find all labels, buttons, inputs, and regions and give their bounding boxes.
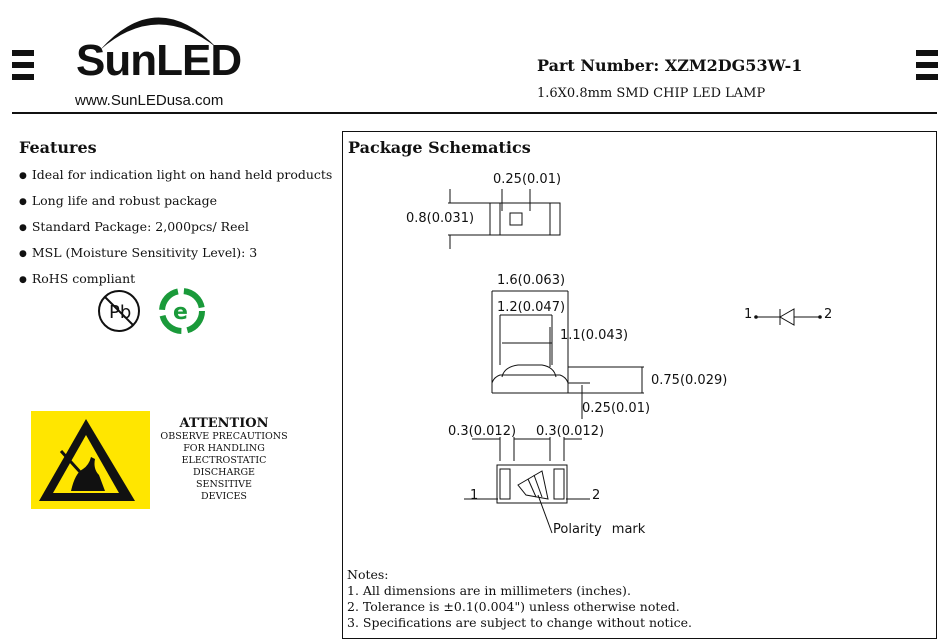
schematics-title: Package Schematics bbox=[348, 138, 531, 157]
dim-length-total: 1.6(0.063) bbox=[497, 273, 566, 288]
polarity-mark-label: Polarity mark bbox=[553, 522, 646, 537]
part-number-value: XZM2DG53W-1 bbox=[664, 56, 803, 75]
pb-label: Pb bbox=[109, 302, 132, 323]
attention-line: FOR HANDLING bbox=[183, 443, 265, 454]
features-title: Features bbox=[19, 138, 97, 157]
esd-warning-icon bbox=[31, 411, 150, 509]
list-item: 2. Tolerance is ±0.1(0.004") unless otherwise noted. bbox=[347, 599, 680, 614]
circuit-pin-1: 1 bbox=[744, 307, 753, 322]
dim-length-dome: 1.1(0.043) bbox=[560, 328, 629, 343]
dim-pad-right: 0.3(0.012) bbox=[536, 424, 605, 439]
attention-line: SENSITIVE bbox=[196, 479, 252, 490]
dim-top-height: 0.8(0.031) bbox=[406, 211, 475, 226]
brand-logo: SunLED bbox=[76, 36, 242, 85]
list-item: 3. Specifications are subject to change without notice. bbox=[347, 615, 692, 630]
left-header-bars bbox=[12, 50, 34, 86]
dim-pad-height: 0.25(0.01) bbox=[582, 401, 651, 416]
list-item: ● RoHS compliant bbox=[19, 267, 332, 293]
notes-title: Notes: bbox=[347, 567, 389, 582]
header-divider bbox=[12, 112, 937, 114]
package-drawing bbox=[342, 131, 937, 551]
features-list bbox=[19, 163, 332, 293]
attention-title: ATTENTION bbox=[179, 416, 269, 431]
attention-line: DISCHARGE bbox=[193, 467, 255, 478]
dim-top-width: 0.25(0.01) bbox=[493, 172, 562, 187]
attention-line: DEVICES bbox=[201, 491, 247, 502]
list-item: ● Standard Package: 2,000pcs/ Reel bbox=[19, 215, 332, 241]
product-subtitle: 1.6X0.8mm SMD CHIP LED LAMP bbox=[537, 86, 766, 101]
attention-line: OBSERVE PRECAUTIONS bbox=[160, 431, 288, 442]
attention-line: ELECTROSTATIC bbox=[181, 455, 267, 466]
pin-1-label: 1 bbox=[470, 488, 479, 503]
pb-free-icon bbox=[96, 288, 142, 334]
part-number bbox=[537, 56, 802, 75]
right-header-bars bbox=[916, 50, 938, 86]
attention-block bbox=[158, 416, 290, 503]
rohs-recycle-icon bbox=[158, 288, 206, 334]
dim-pad-left: 0.3(0.012) bbox=[448, 424, 517, 439]
pin-2-label: 2 bbox=[592, 488, 601, 503]
rohs-label: e bbox=[173, 300, 188, 325]
list-item: ● MSL (Moisture Sensitivity Level): 3 bbox=[19, 241, 332, 267]
part-number-label: Part Number: bbox=[537, 56, 660, 75]
list-item: 1. All dimensions are in millimeters (inches). bbox=[347, 583, 631, 598]
dim-length-inner: 1.2(0.047) bbox=[497, 300, 566, 315]
list-item: ● Long life and robust package bbox=[19, 189, 332, 215]
circuit-pin-2: 2 bbox=[824, 307, 833, 322]
brand-url: www.SunLEDusa.com bbox=[75, 92, 224, 109]
list-item: ● Ideal for indication light on hand held products bbox=[19, 163, 332, 189]
notes-block bbox=[347, 567, 692, 631]
dim-height: 0.75(0.029) bbox=[651, 373, 728, 388]
